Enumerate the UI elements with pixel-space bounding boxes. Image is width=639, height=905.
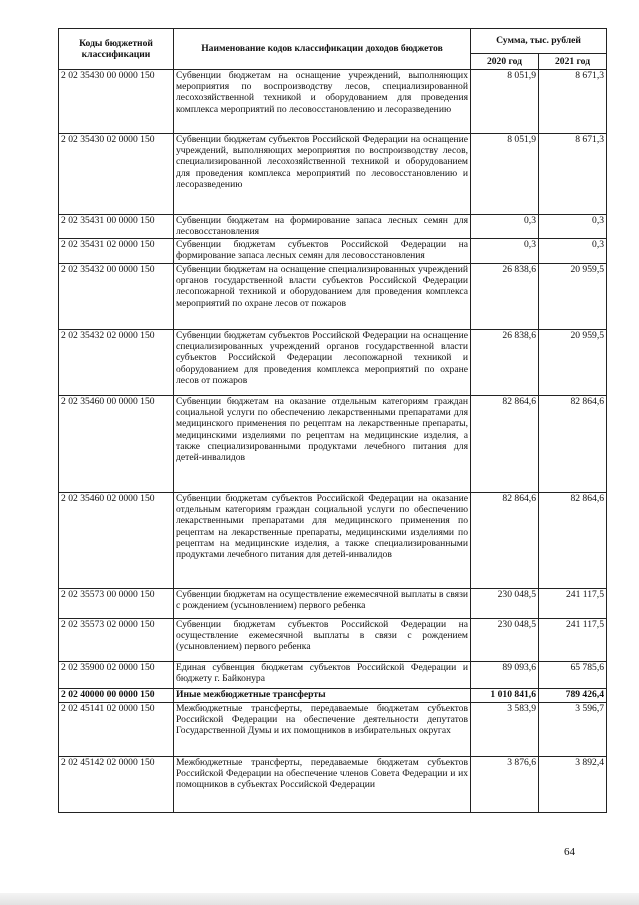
row-value-2020: 8 051,9 [471, 70, 539, 134]
row-name: Субвенции бюджетам на формирование запаса лесных семян для лесовосстановления [174, 215, 471, 239]
row-name: Единая субвенция бюджетам субъектов Российской Федерации и бюджету г. Байконура [174, 662, 471, 689]
row-value-2021: 241 117,5 [539, 589, 607, 619]
row-value-2021: 8 671,3 [539, 134, 607, 215]
row-name: Субвенции бюджетам субъектов Российской Федерации на оснащение специализированных учреждений органов государственной власти субъектов Российской Федерации лесопожарной техникой и оборудованием для проведения комплекса мероприятий по охране лесов от пожаров [174, 330, 471, 396]
row-value-2020: 3 876,6 [471, 757, 539, 813]
row-name: Субвенции бюджетам субъектов Российской Федерации на формирование запаса лесных семян для лесовосстановления [174, 239, 471, 264]
table-row [59, 134, 607, 215]
row-value-2020: 0,3 [471, 215, 539, 239]
row-code: 2 02 35430 00 0000 150 [59, 70, 174, 134]
header-year-2020: 2020 год [471, 54, 539, 70]
table-row [59, 493, 607, 589]
row-value-2020: 230 048,5 [471, 589, 539, 619]
row-code: 2 02 40000 00 0000 150 [59, 689, 174, 703]
row-value-2020: 1 010 841,6 [471, 689, 539, 703]
header-codes: Коды бюджетной классификации [59, 29, 174, 70]
row-name: Субвенции бюджетам субъектов Российской Федерации на осуществление ежемесячной выплаты в связи с рождением (усыновлением) первого ребенка [174, 619, 471, 662]
row-value-2020: 26 838,6 [471, 264, 539, 330]
row-code: 2 02 35432 00 0000 150 [59, 264, 174, 330]
row-value-2021: 82 864,6 [539, 493, 607, 589]
row-name: Субвенции бюджетам субъектов Российской Федерации на оказание отдельным категориям граждан социальной услуги по обеспечению лекарственными препаратами для медицинского применения по рецептам на лекарственные препараты, медицинскими изделиями по рецептам на медицинские изделия, а также специализированными продуктами лечебного питания для детей-инвалидов [174, 493, 471, 589]
page-number: 64 [564, 846, 575, 858]
row-code: 2 02 35573 02 0000 150 [59, 619, 174, 662]
table-row [59, 662, 607, 689]
table-row [59, 330, 607, 396]
row-value-2020: 3 583,9 [471, 703, 539, 757]
row-name: Межбюджетные трансферты, передаваемые бюджетам субъектов Российской Федерации на обеспечение членов Совета Федерации и их помощников в субъектах Российской Федерации [174, 757, 471, 813]
table-row [59, 264, 607, 330]
row-value-2020: 8 051,9 [471, 134, 539, 215]
table-row-total [59, 689, 607, 703]
row-value-2020: 26 838,6 [471, 330, 539, 396]
row-value-2021: 3 892,4 [539, 757, 607, 813]
table-row [59, 239, 607, 264]
row-value-2020: 82 864,6 [471, 493, 539, 589]
table-body [59, 70, 607, 813]
row-name: Межбюджетные трансферты, передаваемые бюджетам субъектов Российской Федерации на обеспечение деятельности депутатов Государственной Думы и их помощников в избирательных округах [174, 703, 471, 757]
row-value-2021: 8 671,3 [539, 70, 607, 134]
row-name: Субвенции бюджетам субъектов Российской Федерации на оснащение учреждений, выполняющих мероприятия по воспроизводству лесов, специализированной лесохозяйственной техникой и оборудованием для проведения комплекса мероприятий по лесовосстановлению и лесоразведению [174, 134, 471, 215]
header-name: Наименование кодов классификации доходов бюджетов [174, 29, 471, 70]
row-code: 2 02 35431 00 0000 150 [59, 215, 174, 239]
table-row [59, 396, 607, 493]
row-code: 2 02 35573 00 0000 150 [59, 589, 174, 619]
table-row [59, 619, 607, 662]
table-row [59, 70, 607, 134]
row-value-2020: 0,3 [471, 239, 539, 264]
row-value-2021: 0,3 [539, 239, 607, 264]
row-value-2021: 0,3 [539, 215, 607, 239]
table-row [59, 215, 607, 239]
page-bottom-edge [0, 893, 639, 905]
row-value-2021: 3 596,7 [539, 703, 607, 757]
row-value-2020: 89 093,6 [471, 662, 539, 689]
row-code: 2 02 35432 02 0000 150 [59, 330, 174, 396]
row-value-2021: 789 426,4 [539, 689, 607, 703]
table-header [59, 29, 607, 70]
row-name: Субвенции бюджетам на оказание отдельным категориям граждан социальной услуги по обеспечению лекарственными препаратами для медицинского применения по рецептам на лекарственные препараты, медицинскими изделиями по рецептам на медицинские изделия, а также специализированными продуктами лечебного питания для детей-инвалидов [174, 396, 471, 493]
row-name: Иные межбюджетные трансферты [174, 689, 471, 703]
table-row [59, 757, 607, 813]
row-code: 2 02 35431 02 0000 150 [59, 239, 174, 264]
budget-table [58, 28, 607, 813]
row-code: 2 02 35460 00 0000 150 [59, 396, 174, 493]
table-row [59, 589, 607, 619]
row-value-2021: 241 117,5 [539, 619, 607, 662]
row-value-2020: 230 048,5 [471, 619, 539, 662]
row-value-2021: 82 864,6 [539, 396, 607, 493]
row-name: Субвенции бюджетам на оснащение специализированных учреждений органов государственной власти субъектов Российской Федерации лесопожарной техникой и оборудованием для проведения комплекса мероприятий по охране лесов от пожаров [174, 264, 471, 330]
row-value-2021: 20 959,5 [539, 264, 607, 330]
header-sum: Сумма, тыс. рублей [471, 29, 607, 54]
row-code: 2 02 35430 02 0000 150 [59, 134, 174, 215]
row-code: 2 02 35900 02 0000 150 [59, 662, 174, 689]
row-code: 2 02 45142 02 0000 150 [59, 757, 174, 813]
row-value-2021: 65 785,6 [539, 662, 607, 689]
row-code: 2 02 45141 02 0000 150 [59, 703, 174, 757]
row-value-2021: 20 959,5 [539, 330, 607, 396]
row-value-2020: 82 864,6 [471, 396, 539, 493]
row-name: Субвенции бюджетам на осуществление ежемесячной выплаты в связи с рождением (усыновлением) первого ребенка [174, 589, 471, 619]
table-row [59, 703, 607, 757]
row-code: 2 02 35460 02 0000 150 [59, 493, 174, 589]
header-year-2021: 2021 год [539, 54, 607, 70]
row-name: Субвенции бюджетам на оснащение учреждений, выполняющих мероприятия по воспроизводству лесов, специализированной лесохозяйственной техникой и оборудованием для проведения комплекса мероприятий по лесовосстановлению и лесоразведению [174, 70, 471, 134]
